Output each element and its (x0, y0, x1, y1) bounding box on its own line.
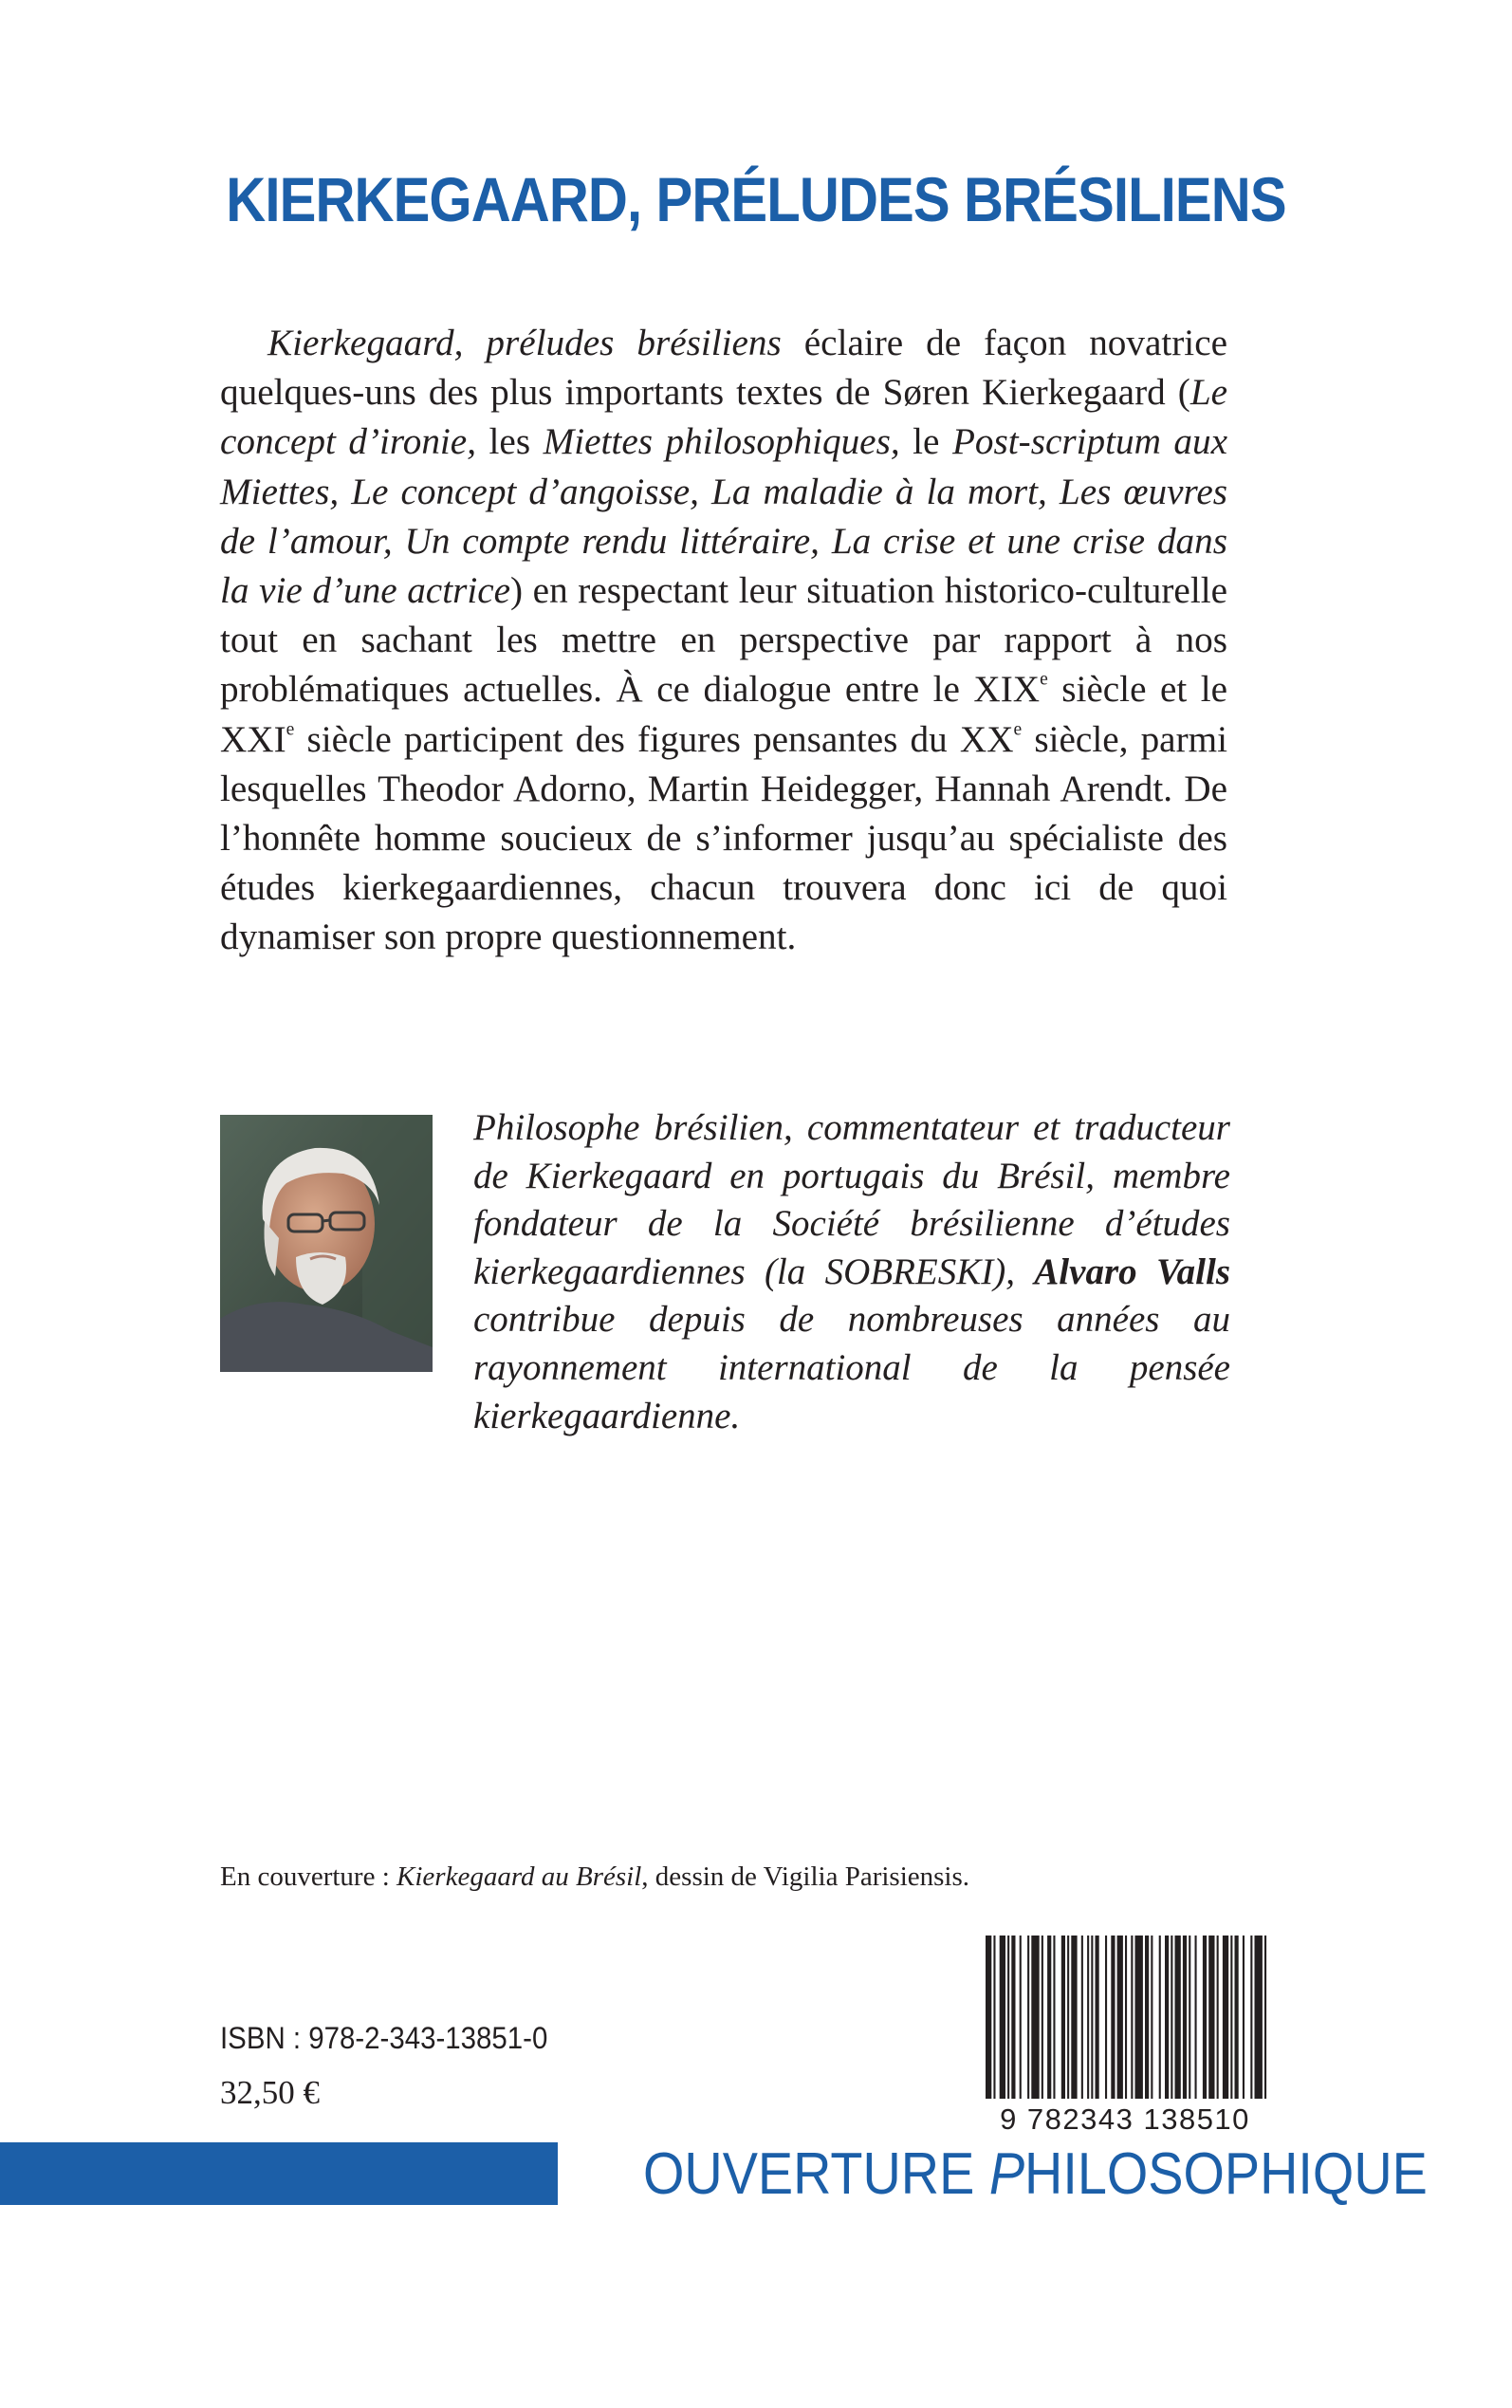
barcode-bar (1061, 1936, 1065, 2099)
cover-credit-suffix: , dessin de Vigilia Parisiensis. (641, 1862, 970, 1892)
barcode-bar (1165, 1936, 1169, 2099)
barcode-bar (1223, 1936, 1228, 2099)
barcode-bar (1105, 1936, 1107, 2099)
barcode-bar (1145, 1936, 1149, 2099)
barcode-bars (980, 1936, 1270, 2106)
barcode-bar (1020, 1936, 1022, 2099)
barcode-bar (1091, 1936, 1093, 2099)
desc-work-miettes: Miettes philosophiques, (543, 421, 900, 463)
barcode-bar (1111, 1936, 1115, 2099)
cover-credit-prefix: En couverture : (220, 1862, 397, 1892)
barcode-bar (1151, 1936, 1152, 2099)
series-name (643, 2141, 1428, 2208)
barcode-bar (1047, 1936, 1051, 2099)
barcode-bar (1007, 1936, 1009, 2099)
desc-sup-3: e (1013, 719, 1023, 739)
barcode-bar (1053, 1936, 1055, 2099)
barcode-bar (1171, 1936, 1172, 2099)
bio-text-1: Philosophe brésilien, commentateur et traducteur de Kierkegaard en portugais du Brésil, membre fondateur de la Société brésilienne d’études kierkegaardiennes (la SOBRESKI), (473, 1107, 1230, 1292)
barcode-bar (1071, 1936, 1077, 2099)
series-part-1: OUVERTURE (643, 2141, 989, 2207)
barcode-bar (1264, 1936, 1266, 2099)
barcode (980, 1936, 1270, 2138)
series-part-3: HILOSOPHIQUE (1024, 2141, 1428, 2207)
barcode-bar (1031, 1936, 1039, 2099)
barcode-bar (1217, 1936, 1219, 2099)
desc-text-1: éclaire de façon novatrice quelques-uns des plus importants textes de Søren Kierkegaard ( (220, 323, 1227, 414)
desc-text-2: les (476, 421, 544, 463)
isbn: ISBN : 978-2-343-13851-0 (220, 2021, 548, 2055)
cover-credit-work: Kierkegaard au Brésil (396, 1862, 642, 1892)
barcode-bar (1125, 1936, 1127, 2099)
series-part-2: P (988, 2141, 1025, 2207)
book-title: KIERKEGAARD, PRÉLUDES BRÉSILIENS (226, 164, 1286, 234)
desc-text-3: le (899, 421, 952, 463)
barcode-bar (1189, 1936, 1190, 2099)
barcode-bar (1183, 1936, 1187, 2099)
barcode-bar (993, 1936, 995, 2099)
desc-text-4: ) en respectant leur situation historico-culturelle tout en sachant les mettre en perspective par rapport à nos problématiques actuelles. À ce dialogue entre le XIX (220, 570, 1227, 711)
desc-works-list: Post-scriptum aux Miettes, Le concept d’angoisse, La maladie à la mort, Les œuvres de l’amour, Un compte rendu littéraire, La crise et une crise dans la vie d’une actrice (220, 421, 1228, 612)
desc-sup-2: e (286, 719, 295, 739)
desc-text-5: siècle et le XXI (220, 669, 1227, 760)
barcode-bar (1117, 1936, 1123, 2099)
barcode-bar (986, 1936, 991, 2099)
barcode-bar (1203, 1936, 1207, 2099)
desc-work-ironie: Le concept d’ironie, (220, 372, 1227, 463)
barcode-bar (1159, 1936, 1161, 2099)
barcode-bar (1250, 1936, 1252, 2099)
barcode-bar (1255, 1936, 1263, 2099)
series-color-bar (0, 2142, 558, 2205)
barcode-bar (1175, 1936, 1181, 2099)
desc-text-7: siècle, parmi lesquelles Theodor Adorno, Martin Heidegger, Hannah Arendt. De l’honnête homme soucieux de s’informer jusqu’au spécialiste des études kierkegaardiennes, chacun trouvera donc ici de quoi dynamiser son propre questionnement. (220, 718, 1227, 958)
bio-text-2: contribue depuis de nombreuses années au rayonnement international de la pensée kierkegaardienne. (473, 1299, 1230, 1436)
barcode-bar (1230, 1936, 1232, 2099)
barcode-bar (1235, 1936, 1239, 2099)
barcode-bar (1096, 1936, 1099, 2099)
barcode-bar (1081, 1936, 1083, 2099)
cover-credit (220, 1860, 1074, 1894)
barcode-bar (1243, 1936, 1245, 2099)
desc-title-italic: Kierkegaard, préludes brésiliens (267, 323, 782, 363)
price: 32,50 € (220, 2074, 320, 2111)
book-description (220, 319, 1227, 963)
barcode-bar (1195, 1936, 1197, 2099)
author-photo (220, 1115, 433, 1372)
barcode-bar (1087, 1936, 1089, 2099)
barcode-digits: 9 782343 138510 (1000, 2102, 1250, 2136)
barcode-bar (1011, 1936, 1015, 2099)
barcode-bar (1027, 1936, 1029, 2099)
author-bio (473, 1104, 1230, 1440)
barcode-bar (1135, 1936, 1143, 2099)
desc-text-6: siècle participent des figures pensantes du XX (294, 718, 1014, 760)
author-name: Alvaro Valls (1034, 1250, 1230, 1292)
barcode-bar (1042, 1936, 1043, 2099)
barcode-bar (1000, 1936, 1005, 2099)
desc-sup-1: e (1040, 669, 1048, 690)
barcode-bar (1131, 1936, 1133, 2099)
barcode-bar (1067, 1936, 1069, 2099)
barcode-bar (1208, 1936, 1214, 2099)
